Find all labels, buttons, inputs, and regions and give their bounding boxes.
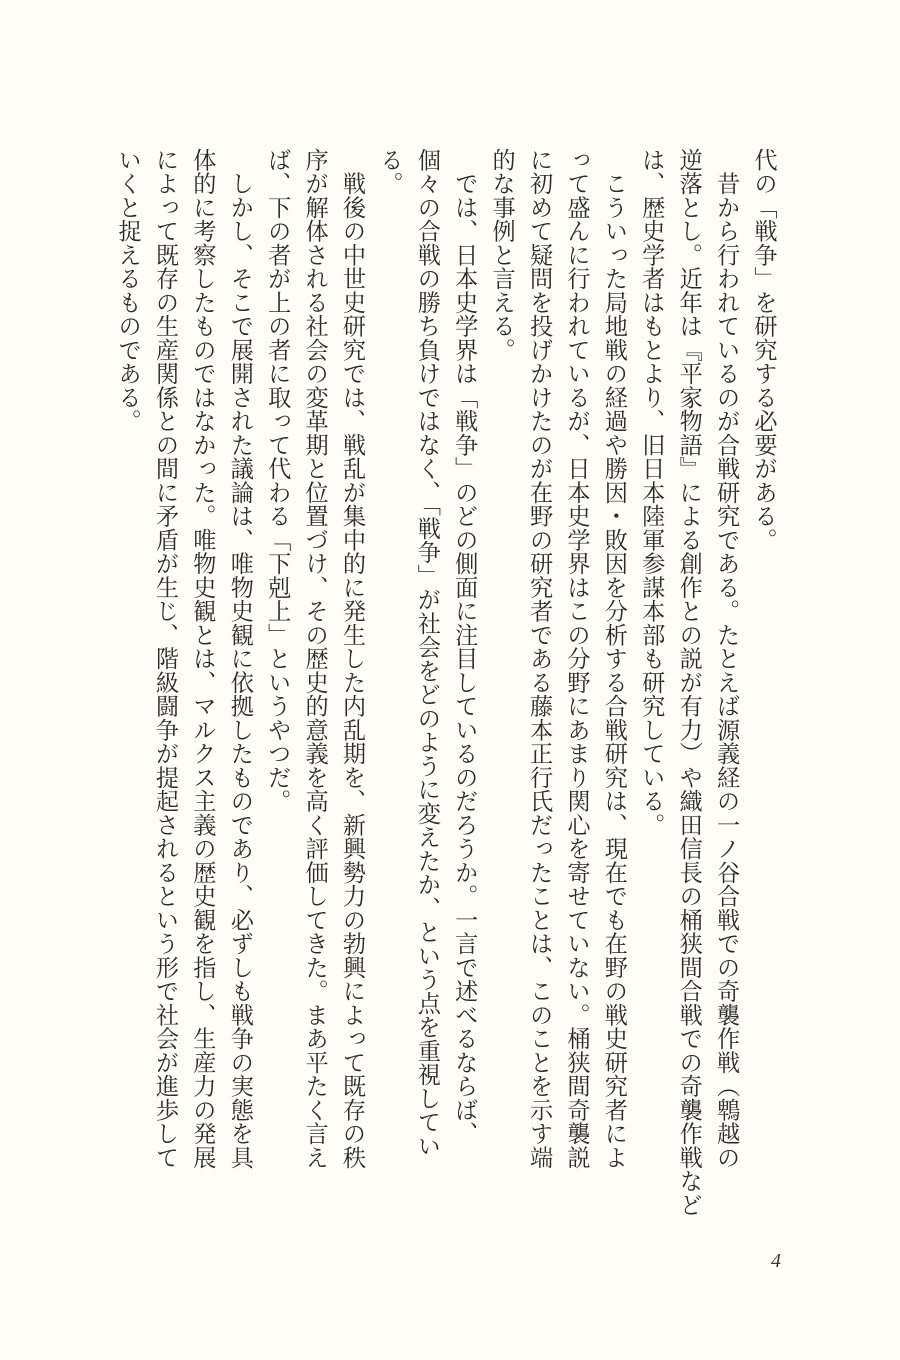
text-line: 体的に考察したものではなかった。唯物史観とは、マルクス主義の歴史観を指し、生産力の発展 — [188, 148, 216, 1170]
text-line: る。 — [375, 148, 403, 196]
text-line: 個々の合戦の勝ち負けではなく、「戦争」が社会をどのように変えたか、という点を重視してい — [413, 148, 441, 1158]
text-line: ば、下の者が上の者に取って代わる「下剋上」というやつだ。 — [263, 148, 291, 813]
text-line: こういった局地戦の経過や勝因・敗因を分析する合戦研究は、現在でも在野の戦史研究者によ — [600, 148, 628, 1170]
text-line: 的な事例と言える。 — [488, 148, 516, 362]
text-line: は、歴史学者はもとより、旧日本陸軍参謀本部も研究している。 — [637, 148, 665, 837]
text-line: 昔から行われているのが合戦研究である。たとえば源義経の一ノ谷合戦での奇襲作戦（鵯越の — [712, 148, 740, 1170]
text-line: によって既存の生産関係との間に矛盾が生じ、階級闘争が提起されるという形で社会が進歩して — [151, 148, 179, 1170]
page-number: 4 — [771, 1250, 781, 1272]
text-line: 戦後の中世史研究では、戦乱が集中的に発生した内乱期を、新興勢力の勃興によって既存の秩 — [338, 148, 366, 1170]
text-line: って盛んに行われているが、日本史学界はこの分野にあまり関心を寄せていない。桶狭間奇襲説 — [562, 148, 590, 1170]
text-line: 代の「戦争」を研究する必要がある。 — [750, 148, 777, 552]
text-line: しかし、そこで展開された議論は、唯物史観に依拠したものであり、必ずしも戦争の実態を具 — [226, 148, 254, 1170]
body-text — [109, 148, 782, 1217]
text-line: では、日本史学界は「戦争」のどの側面に注目しているのだろうか。一言で述べるならば、 — [450, 148, 478, 1146]
text-line: 逆落とし。近年は『平家物語』による創作との説が有力）や織田信長の桶狭間合戦での奇襲作戦など — [675, 148, 703, 1217]
text-line: 序が解体される社会の変革期と位置づけ、その歴史的意義を高く評価してきた。まあ平たく言え — [301, 148, 329, 1170]
text-line: に初めて疑問を投げかけたのが在野の研究者である藤本正行氏だったことは、このことを示す端 — [525, 148, 553, 1170]
text-line: いくと捉えるものである。 — [114, 148, 142, 433]
